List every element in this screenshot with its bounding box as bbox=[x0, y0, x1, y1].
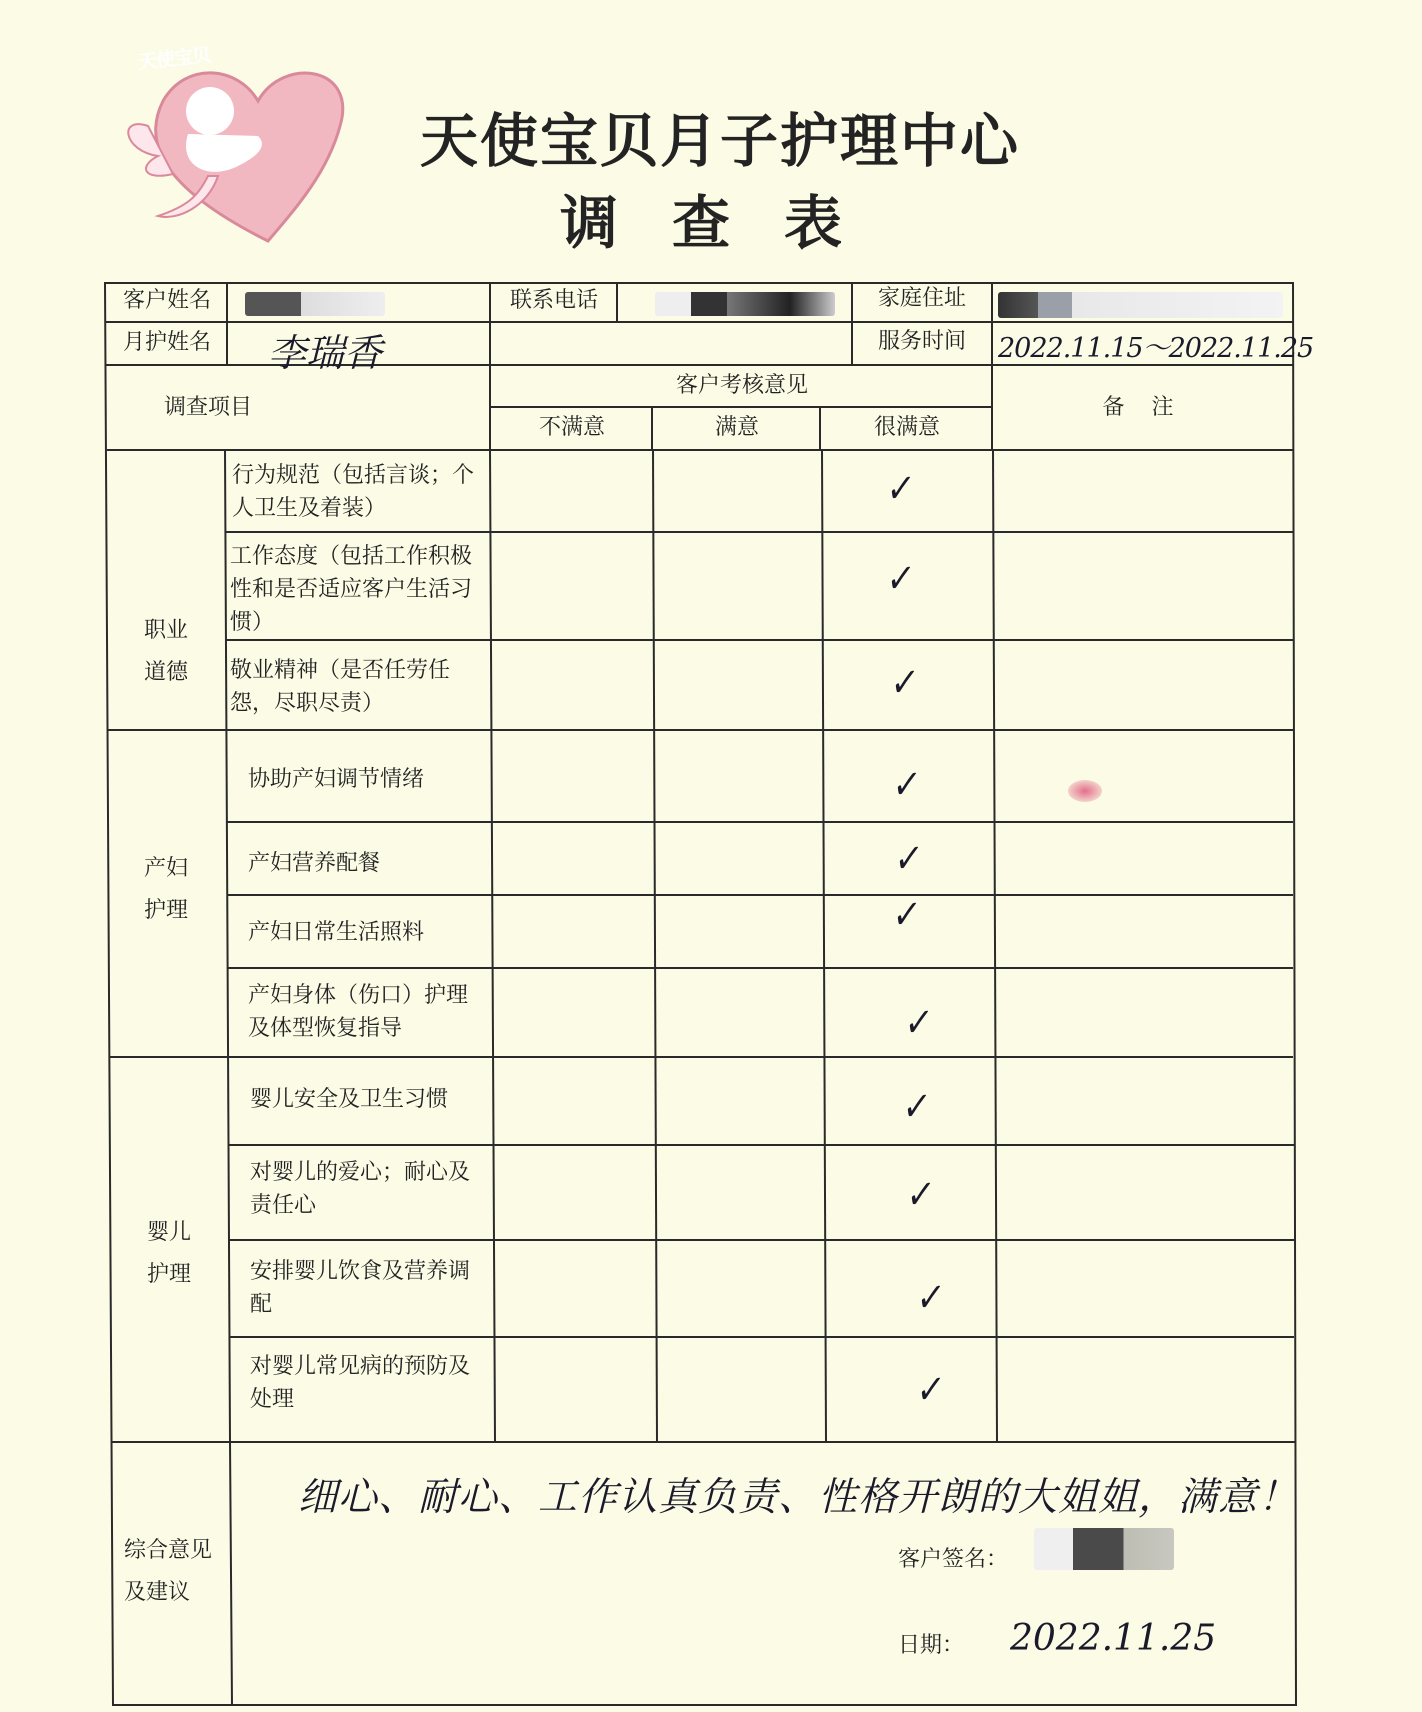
check-mark: ✓ bbox=[884, 556, 917, 602]
redacted-address bbox=[998, 292, 1283, 318]
redacted-phone bbox=[655, 292, 835, 316]
survey-item: 产妇营养配餐 bbox=[248, 851, 381, 876]
survey-item: 工作态度（包括工作积极性和是否适应客户生活习惯） bbox=[230, 544, 473, 635]
category-maternal-care: 产妇 护理 bbox=[143, 856, 188, 923]
survey-item: 对婴儿常见病的预防及处理 bbox=[250, 1354, 471, 1412]
service-time-value: 2022.11.15～2022.11.25 bbox=[998, 333, 1314, 364]
opinion-header: 客户考核意见 bbox=[675, 373, 808, 398]
angel-heart-logo bbox=[118, 56, 378, 246]
check-mark: ✓ bbox=[914, 1275, 947, 1321]
address-label: 家庭住址 bbox=[877, 286, 966, 311]
survey-item: 安排婴儿饮食及营养调配 bbox=[250, 1259, 471, 1317]
level-dissatisfied: 不满意 bbox=[538, 415, 605, 440]
survey-item: 产妇身体（伤口）护理及体型恢复指导 bbox=[248, 983, 469, 1041]
survey-item-header: 调查项目 bbox=[163, 395, 252, 420]
check-mark: ✓ bbox=[888, 660, 921, 706]
check-mark: ✓ bbox=[884, 466, 917, 512]
check-mark: ✓ bbox=[890, 762, 923, 808]
survey-item: 敬业精神（是否任劳任怨，尽职尽责） bbox=[230, 658, 451, 716]
category-infant-care: 婴儿 护理 bbox=[146, 1220, 191, 1287]
remarks-header: 备 注 bbox=[1102, 395, 1184, 420]
survey-item: 对婴儿的爱心；耐心及责任心 bbox=[250, 1160, 471, 1218]
level-satisfied: 满意 bbox=[714, 415, 759, 440]
service-time-label: 服务时间 bbox=[877, 329, 966, 354]
check-mark: ✓ bbox=[890, 892, 923, 938]
survey-item: 产妇日常生活照料 bbox=[248, 920, 425, 945]
nurse-name-value: 李瑞香 bbox=[268, 331, 383, 375]
survey-item: 婴儿安全及卫生习惯 bbox=[250, 1087, 449, 1112]
check-mark: ✓ bbox=[914, 1367, 947, 1413]
ink-stain bbox=[1068, 780, 1102, 802]
check-mark: ✓ bbox=[904, 1172, 937, 1218]
logo-text: 天使宝贝 bbox=[137, 44, 212, 74]
redacted-customer-name bbox=[245, 292, 385, 316]
phone-label: 联系电话 bbox=[509, 288, 598, 313]
survey-item: 行为规范（包括言谈；个人卫生及着装） bbox=[232, 463, 475, 521]
page-subtitle: 调查表 bbox=[560, 189, 897, 257]
category-professional-ethics: 职业 道德 bbox=[143, 618, 188, 685]
level-very-satisfied: 很满意 bbox=[873, 415, 940, 440]
page-title: 天使宝贝月子护理中心 bbox=[420, 107, 1021, 175]
date-value: 2022.11.25 bbox=[1010, 1618, 1217, 1659]
check-mark: ✓ bbox=[892, 836, 925, 882]
redacted-signature bbox=[1034, 1528, 1174, 1570]
date-label: 日期： bbox=[898, 1633, 965, 1658]
check-mark: ✓ bbox=[902, 1000, 935, 1046]
survey-item: 协助产妇调节情绪 bbox=[248, 767, 425, 792]
signature-label: 客户签名： bbox=[898, 1547, 1009, 1572]
check-mark: ✓ bbox=[900, 1084, 933, 1130]
summary-label: 综合意见 及建议 bbox=[124, 1538, 213, 1605]
nurse-name-label: 月护姓名 bbox=[122, 330, 211, 355]
customer-name-label: 客户姓名 bbox=[122, 288, 211, 313]
summary-comment: 细心、耐心、工作认真负责、性格开朗的大姐姐，满意！ bbox=[298, 1475, 1299, 1520]
